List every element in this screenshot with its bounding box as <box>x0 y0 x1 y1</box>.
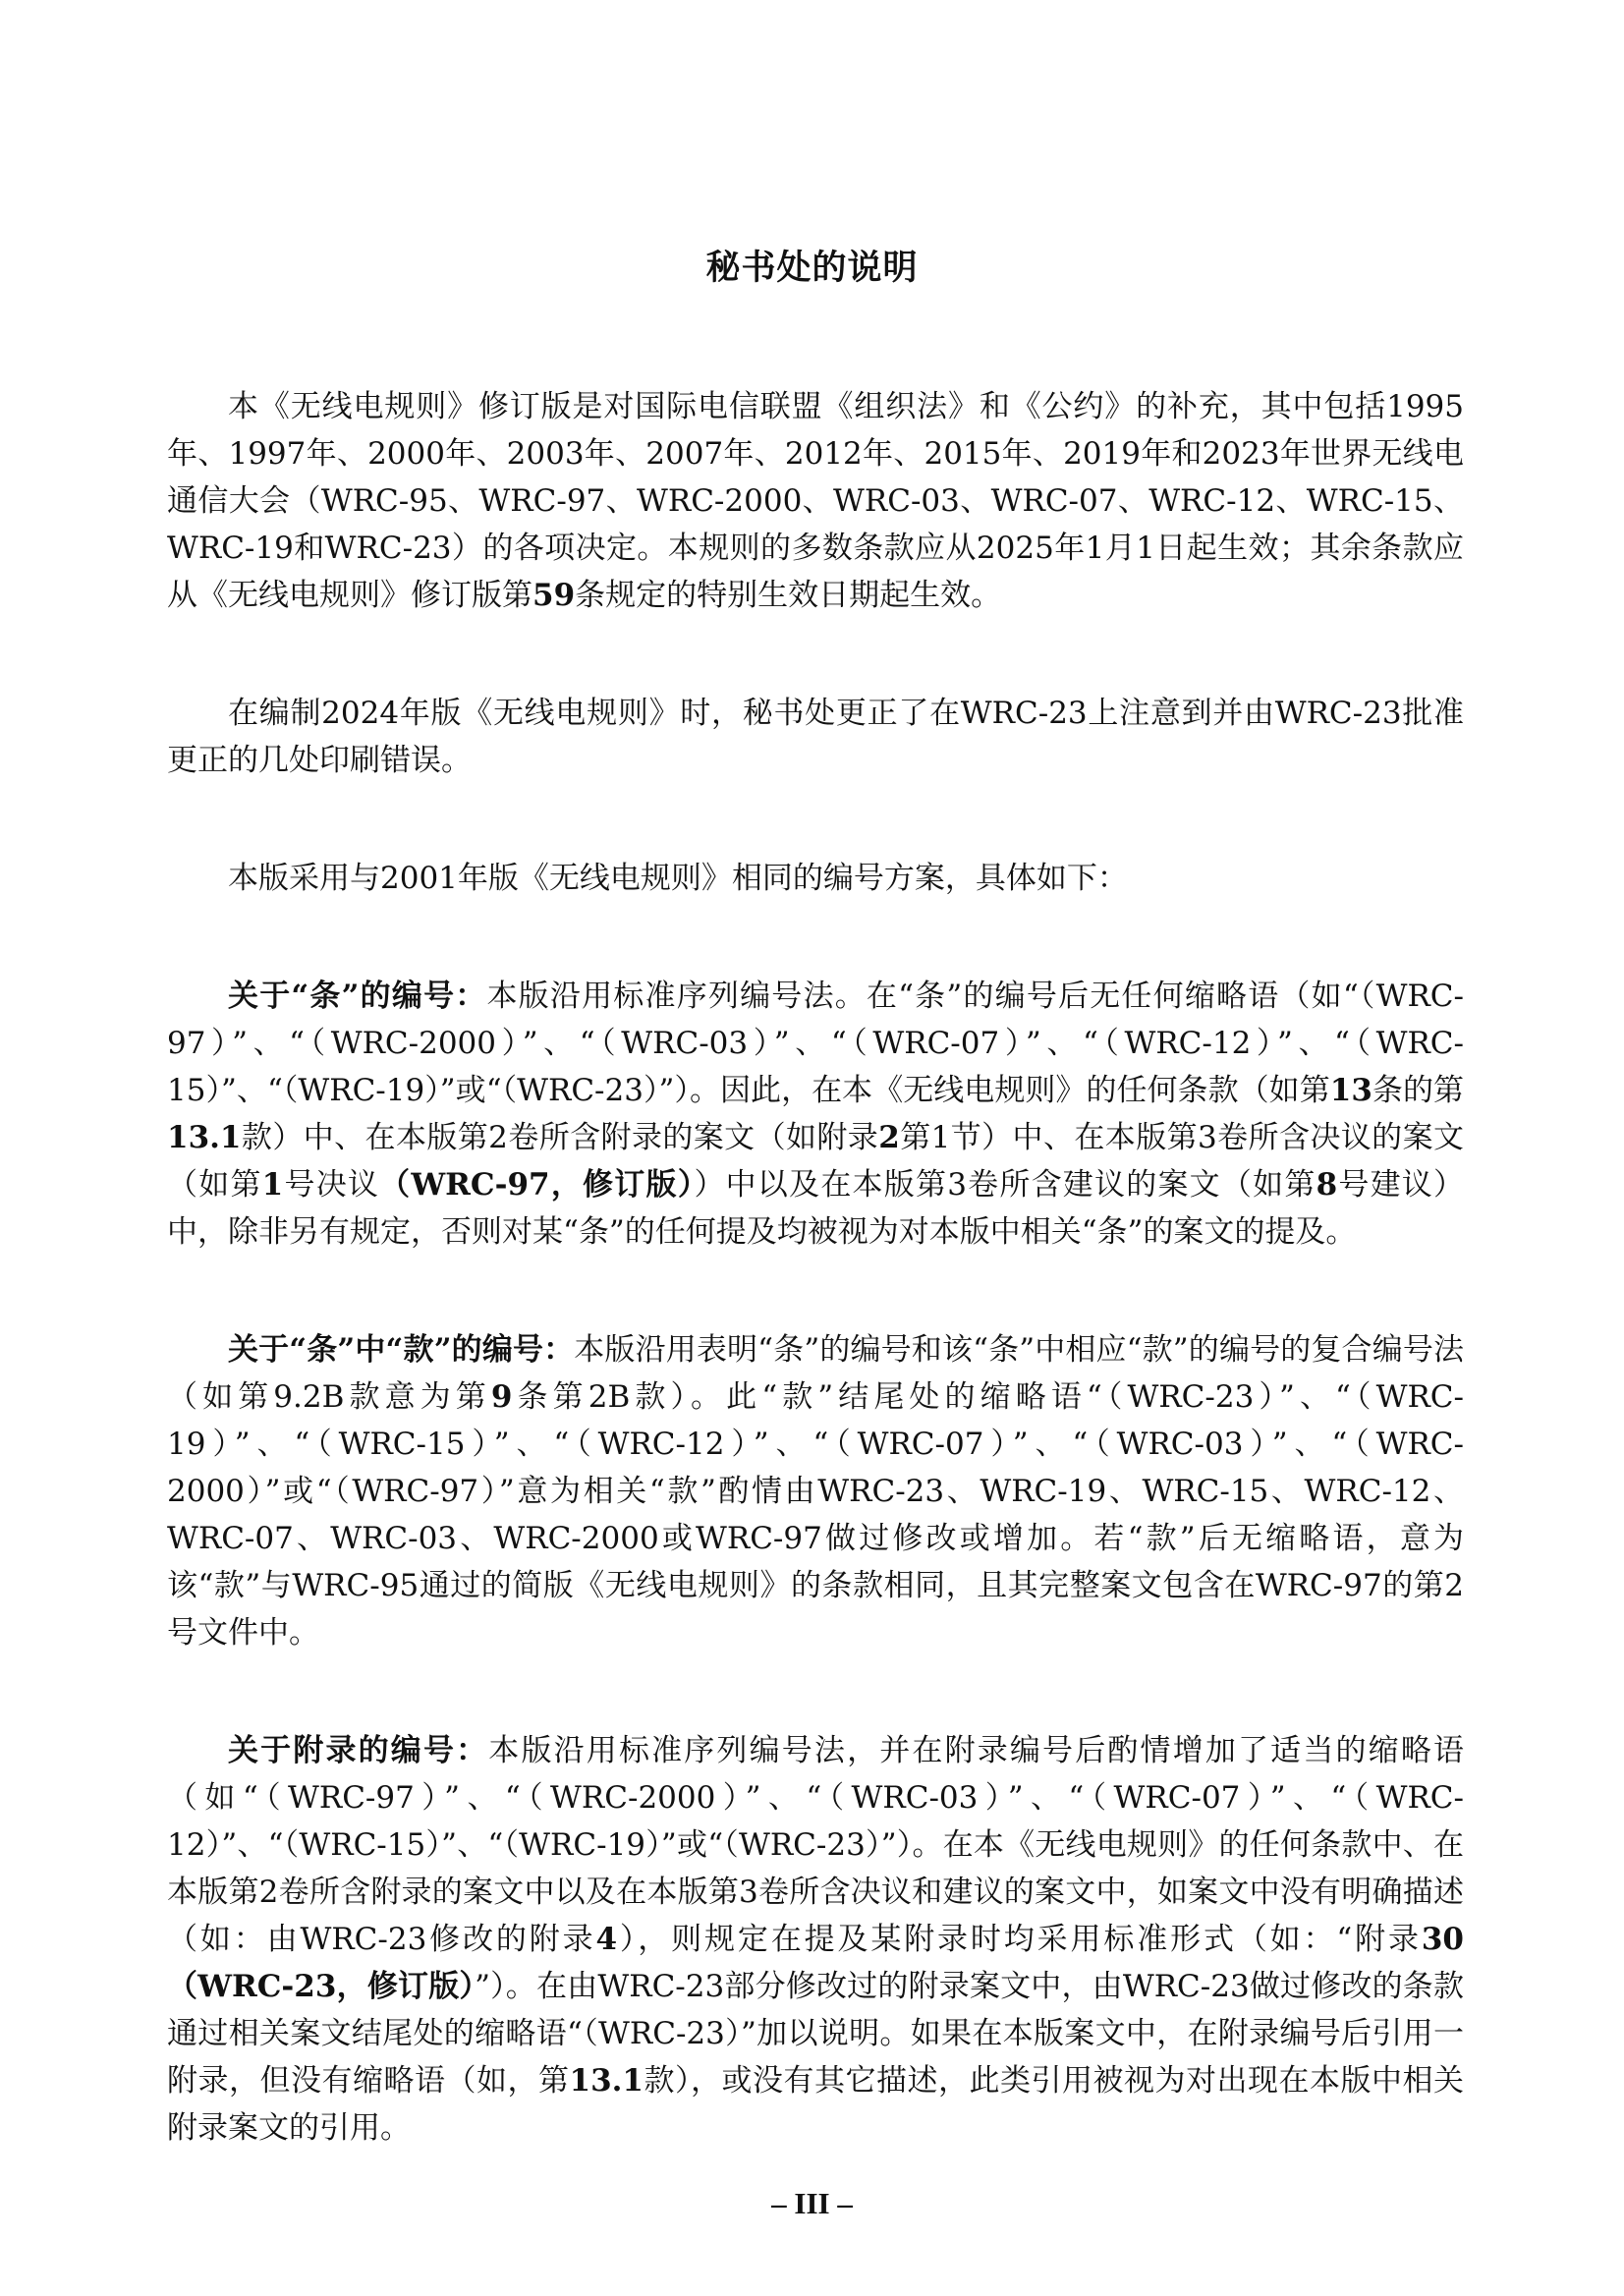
text: 第1节）中、在本版第3卷所含决议的案文（如第 <box>167 1120 1464 1203</box>
page-number: – III – <box>771 2186 853 2220</box>
text: 条规定的特别生效日期起生效。 <box>575 578 1002 613</box>
paragraph-lead: 关于“条”的编号： <box>228 979 487 1014</box>
bold-reference: 2 <box>878 1120 900 1155</box>
bold-reference: 30（WRC-23，修订版） <box>167 1922 1464 2004</box>
paragraph-lead: 关于附录的编号： <box>228 1733 489 1768</box>
text: 本版沿用标准序列编号法。在“条”的编号后无任何缩略语（如“（WRC-97）”、“（WRC-2000）”、“（WRC-03）”、“（WRC-07）”、“（WRC-12）”、“（WRC-15）”、“（WRC-19）”或“（WRC-23）”）。因此，在本《无线电规则》的任何条款（如第 <box>167 979 1464 1108</box>
paragraph-introduction <box>167 383 1464 619</box>
text: 本《无线电规则》修订版是对国际电信联盟《组织法》和《公约》的补充，其中包括1995年、1997年、2000年、2003年、2007年、2012年、2015年、2019年和2023年世界无线电通信大会（WRC-95、WRC-97、WRC-2000、WRC-03、WRC-07、WRC-12、WRC-15、WRC-19和WRC-23）的各项决定。本规则的多数条款应从2025年1月1日起生效；其余条款应从《无线电规则》修订版第 <box>167 389 1464 613</box>
text: 号决议 <box>283 1167 380 1203</box>
text: 款）中、在本版第2卷所含附录的案文（如附录 <box>241 1120 879 1155</box>
page-title: 秘书处的说明 <box>705 248 919 288</box>
text: 款），或没有其它描述，此类引用被视为对出现在本版中相关附录案文的引用。 <box>167 2063 1465 2146</box>
text: 本版采用与2001年版《无线电规则》相同的编号方案，具体如下： <box>228 861 1128 896</box>
text: 条的第 <box>1372 1073 1465 1108</box>
paragraph-provision-numbering <box>167 1326 1464 1656</box>
bold-reference: （WRC-97，修订版） <box>379 1167 695 1203</box>
paragraph-lead: 关于“条”中“款”的编号： <box>228 1332 575 1368</box>
bold-reference: 13 <box>1329 1073 1372 1108</box>
bold-reference: 59 <box>532 578 576 613</box>
text: 本版沿用表明“条”的编号和该“条”中相应“款”的编号的复合编号法（如第9.2B款意为第 <box>167 1332 1465 1415</box>
bold-reference: 4 <box>595 1922 618 1957</box>
text: ）中以及在本版第3卷所含建议的案文（如第 <box>694 1167 1316 1203</box>
bold-reference: 1 <box>261 1167 284 1203</box>
paragraph-numbering-scheme <box>167 855 1464 902</box>
bold-reference: 13.1 <box>569 2063 644 2099</box>
text: ”）。在由WRC-23部分修改过的附录案文中，由WRC-23做过修改的条款通过相关案文结尾处的缩略语“（WRC-23）”加以说明。如果在本版案文中，在附录编号后引用一附录，但没有缩略语（如，第 <box>167 1969 1464 2099</box>
bold-reference: 13.1 <box>167 1120 242 1155</box>
document-body <box>167 383 1464 2222</box>
paragraph-corrections <box>167 690 1464 784</box>
bold-reference: 9 <box>490 1379 513 1415</box>
text: 条第2B款）。此“款”结尾处的缩略语“（WRC-23）”、“（WRC-19）”、“（WRC-15）”、“（WRC-12）”、“（WRC-07）”、“（WRC-03）”、“（WRC-2000）”或“（WRC-97）”意为相关“款”酌情由WRC-23、WRC-19、WRC-15、WRC-12、WRC-07、WRC-03、WRC-2000或WRC-97做过修改或增加。若“款”后无缩略语，意为该“款”与WRC-95通过的简版《无线电规则》的条款相同，且其完整案文包含在WRC-97的第2号文件中。 <box>167 1379 1464 1651</box>
text: 本版沿用标准序列编号法，并在附录编号后酌情增加了适当的缩略语（如“（WRC-97）”、“（WRC-2000）”、“（WRC-03）”、“（WRC-07）”、“（WRC-12）”、“（WRC-15）”、“（WRC-19）”或“（WRC-23）”）。在本《无线电规则》的任何条款中、在本版第2卷所含附录的案文中以及在本版第3卷所含决议和建议的案文中，如案文中没有明确描述（如：由WRC-23修改的附录 <box>167 1733 1464 1957</box>
text: 号建议）中，除非另有规定，否则对某“条”的任何提及均被视为对本版中相关“条”的案文的提及。 <box>167 1167 1465 1250</box>
paragraph-appendix-numbering <box>167 1727 1464 2152</box>
bold-reference: 8 <box>1316 1167 1338 1203</box>
text: 在编制2024年版《无线电规则》时，秘书处更正了在WRC-23上注意到并由WRC-23批准更正的几处印刷错误。 <box>167 696 1464 778</box>
paragraph-article-numbering <box>167 973 1464 1256</box>
text: ），则规定在提及某附录时均采用标准形式（如：“附录 <box>617 1922 1422 1957</box>
